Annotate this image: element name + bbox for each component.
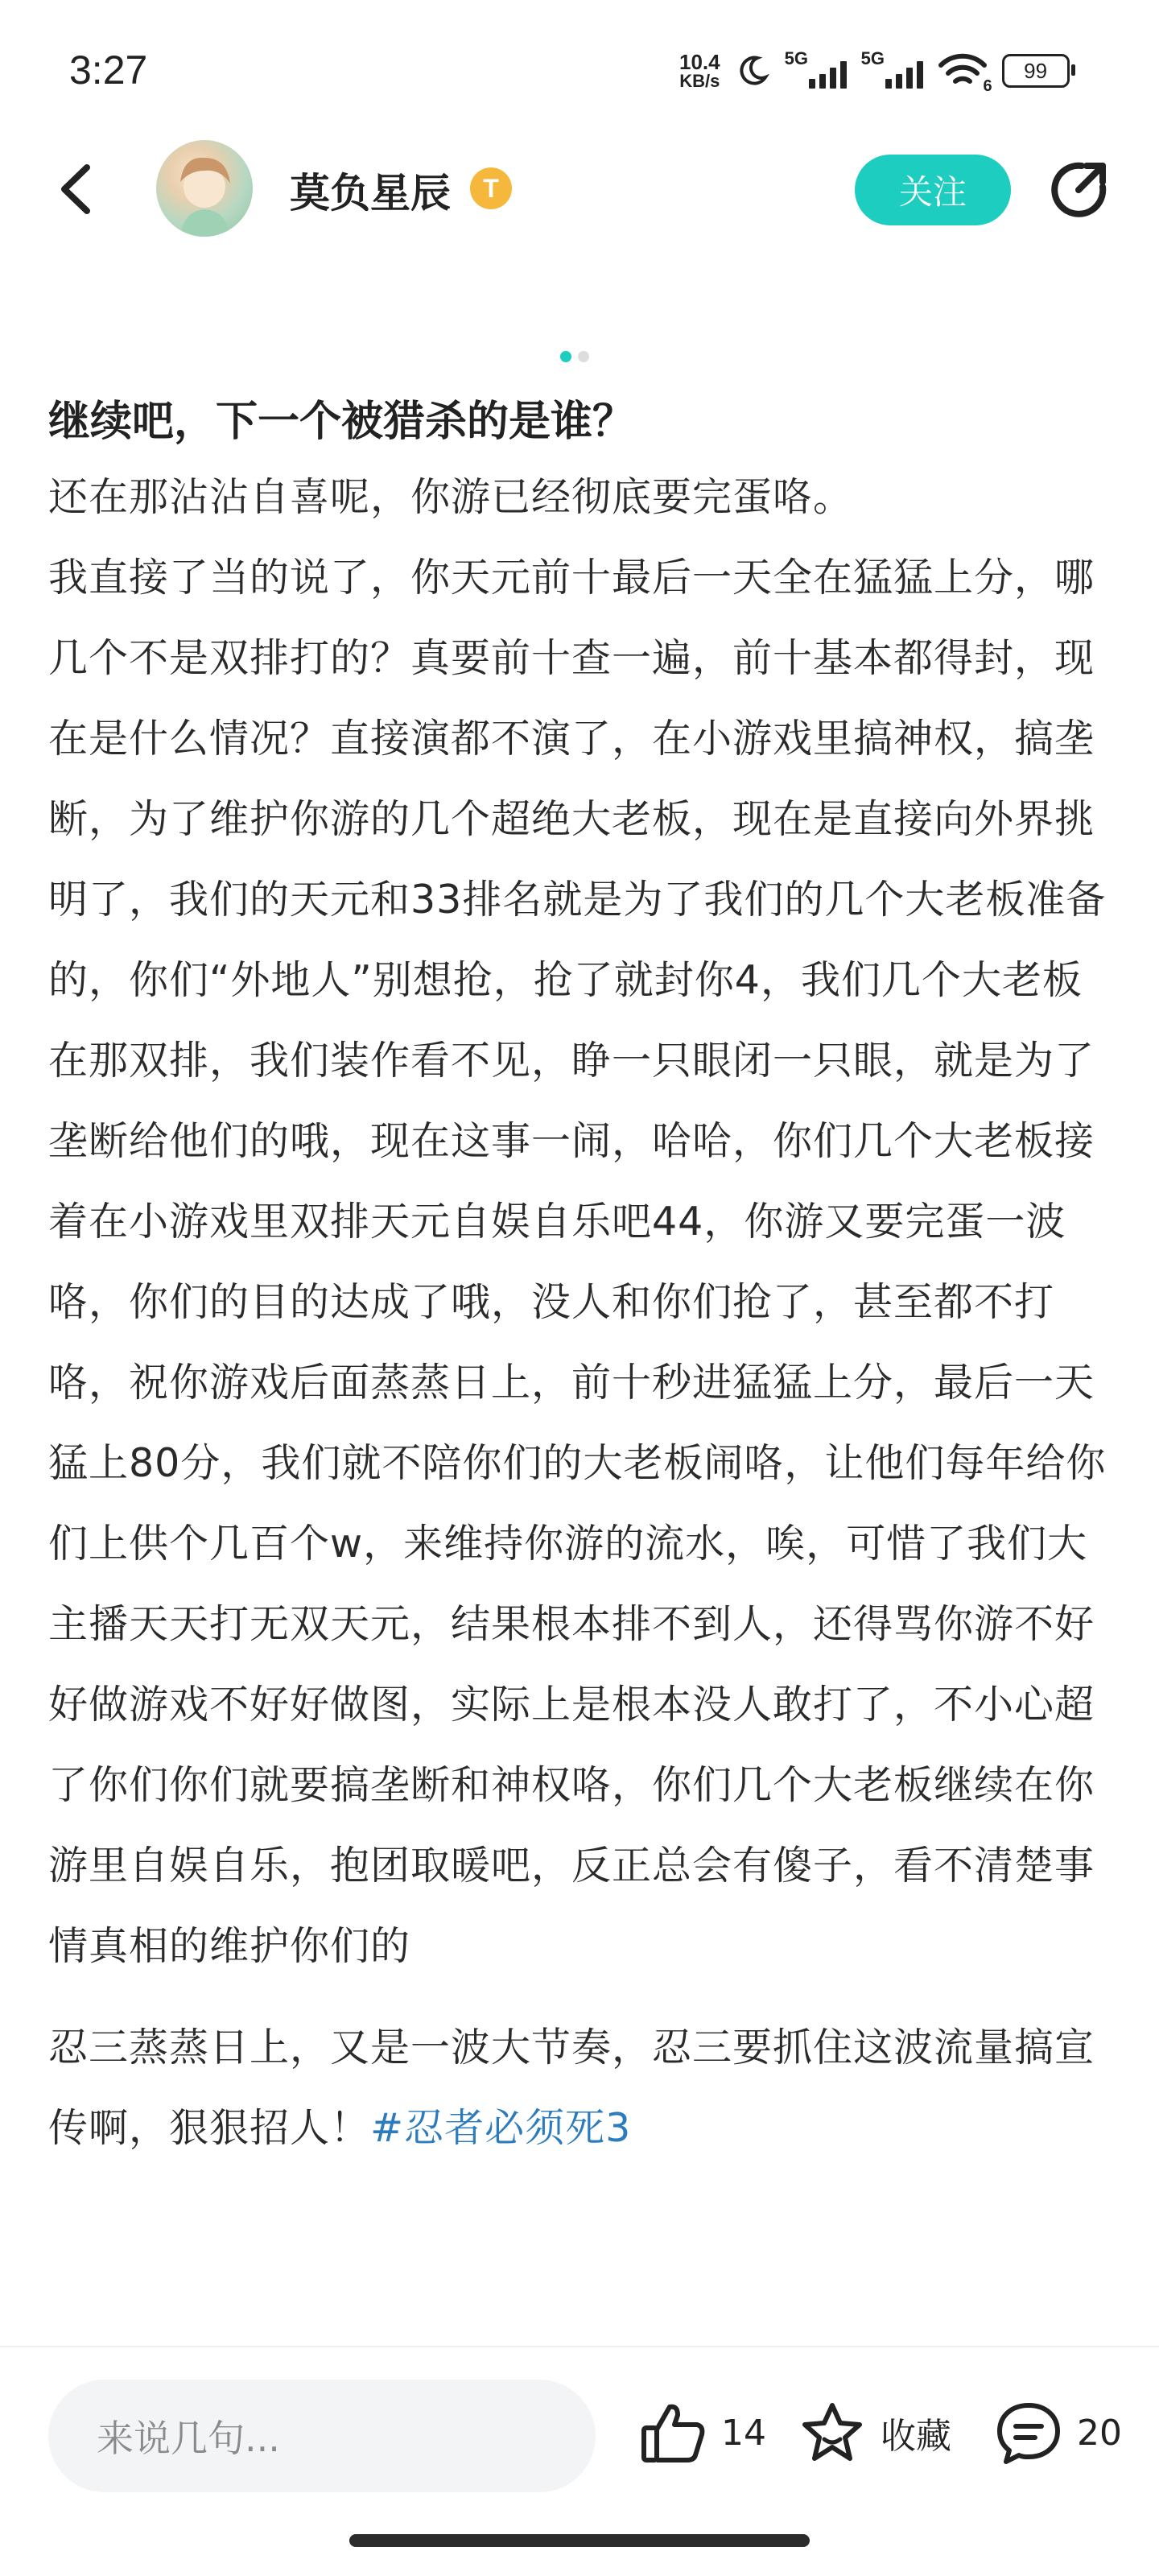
- post-paragraph-3-text: 忍三蒸蒸日上，又是一波大节奏，忍三要抓住这波流量搞宣传啊，狠狠招人！: [48, 2025, 1095, 2151]
- comment-count: 20: [1077, 2412, 1122, 2454]
- post-content: [48, 383, 1111, 2169]
- battery-indicator: [1002, 54, 1070, 88]
- favorite-button[interactable]: [798, 2401, 951, 2465]
- like-button[interactable]: [639, 2401, 766, 2465]
- network-speed-value: 10.4: [679, 50, 720, 74]
- wifi-label: 6: [983, 77, 992, 95]
- post-title: 继续吧，下一个被猎杀的是谁？: [48, 398, 635, 446]
- signal-2-label: 5G: [860, 48, 885, 68]
- pager-dot-active: [560, 351, 571, 362]
- wifi-icon: [938, 51, 992, 95]
- battery-level: 99: [1024, 58, 1048, 83]
- bottom-action-bar: [0, 2346, 1159, 2508]
- post-header: [0, 137, 1159, 242]
- network-speed: [679, 52, 720, 90]
- status-bar: [0, 0, 1159, 137]
- image-pager-dots: [560, 351, 589, 362]
- favorite-label: 收藏: [881, 2416, 951, 2457]
- status-icons: [679, 47, 1070, 95]
- share-icon: [1046, 158, 1111, 222]
- pager-dot: [578, 351, 589, 362]
- moon-icon: [735, 53, 770, 89]
- share-button[interactable]: [1046, 158, 1111, 222]
- thumbs-up-icon: [639, 2401, 707, 2465]
- status-time: 3:27: [69, 47, 148, 93]
- hashtag-link[interactable]: #忍者必须死3: [370, 2105, 632, 2151]
- star-icon: [798, 2401, 866, 2465]
- comment-icon: [995, 2401, 1062, 2465]
- signal-2-icon: [860, 48, 923, 89]
- comment-placeholder: 来说几句...: [97, 2417, 280, 2460]
- follow-button[interactable]: 关注: [855, 155, 1011, 225]
- signal-1-label: 5G: [784, 48, 808, 68]
- network-speed-unit: KB/s: [679, 71, 720, 91]
- signal-1-icon: [784, 48, 847, 89]
- avatar[interactable]: [156, 140, 253, 237]
- back-button[interactable]: [53, 161, 101, 217]
- user-badge: T: [470, 167, 512, 209]
- comment-button[interactable]: [995, 2401, 1122, 2465]
- post-paragraph-1: 还在那沾沾自喜呢，你游已经彻底要完蛋咯。: [48, 474, 854, 520]
- username[interactable]: 莫负星辰: [290, 170, 451, 217]
- home-indicator[interactable]: [349, 2534, 810, 2547]
- post-paragraph-3: [48, 2008, 1111, 2169]
- comment-input[interactable]: [48, 2380, 596, 2492]
- like-count: 14: [721, 2412, 766, 2454]
- back-arrow-icon: [53, 161, 101, 217]
- post-paragraph-2: 我直接了当的说了，你天元前十最后一天全在猛猛上分，哪几个不是双排打的？真要前十查一遍，前十基本都得封，现在是什么情况？直接演都不演了，在小游戏里搞神权，搞垄断，为了维护你游的几个超绝大老板，现在是直接向外界挑明了，我们的天元和33排名就是为了我们的几个大老板准备的，你们“外地人”别想抢，抢了就封你4，我们几个大老板在那双排，我们装作看不见，睁一只眼闭一只眼，就是为了垄断给他们的哦，现在这事一闹，哈哈，你们几个大老板接着在小游戏里双排天元自娱自乐吧44，你游又要完蛋一波咯，你们的目的达成了哦，没人和你们抢了，甚至都不打咯，祝你游戏后面蒸蒸日上，前十秒进猛猛上分，最后一天猛上80分，我们就不陪你们的大老板闹咯，让他们每年给你们上供个几百个w，来维持你游的流水，唉，可惜了我们大主播天天打无双天元，结果根本排不到人，还得骂你游不好好做游戏不好好做图，实际上是根本没人敢打了，不小心超了你们你们就要搞垄断和神权咯，你们几个大老板继续在你游里自娱自乐，抱团取暖吧，反正总会有傻子，看不清楚事情真相的维护你们的: [48, 555, 1107, 1969]
